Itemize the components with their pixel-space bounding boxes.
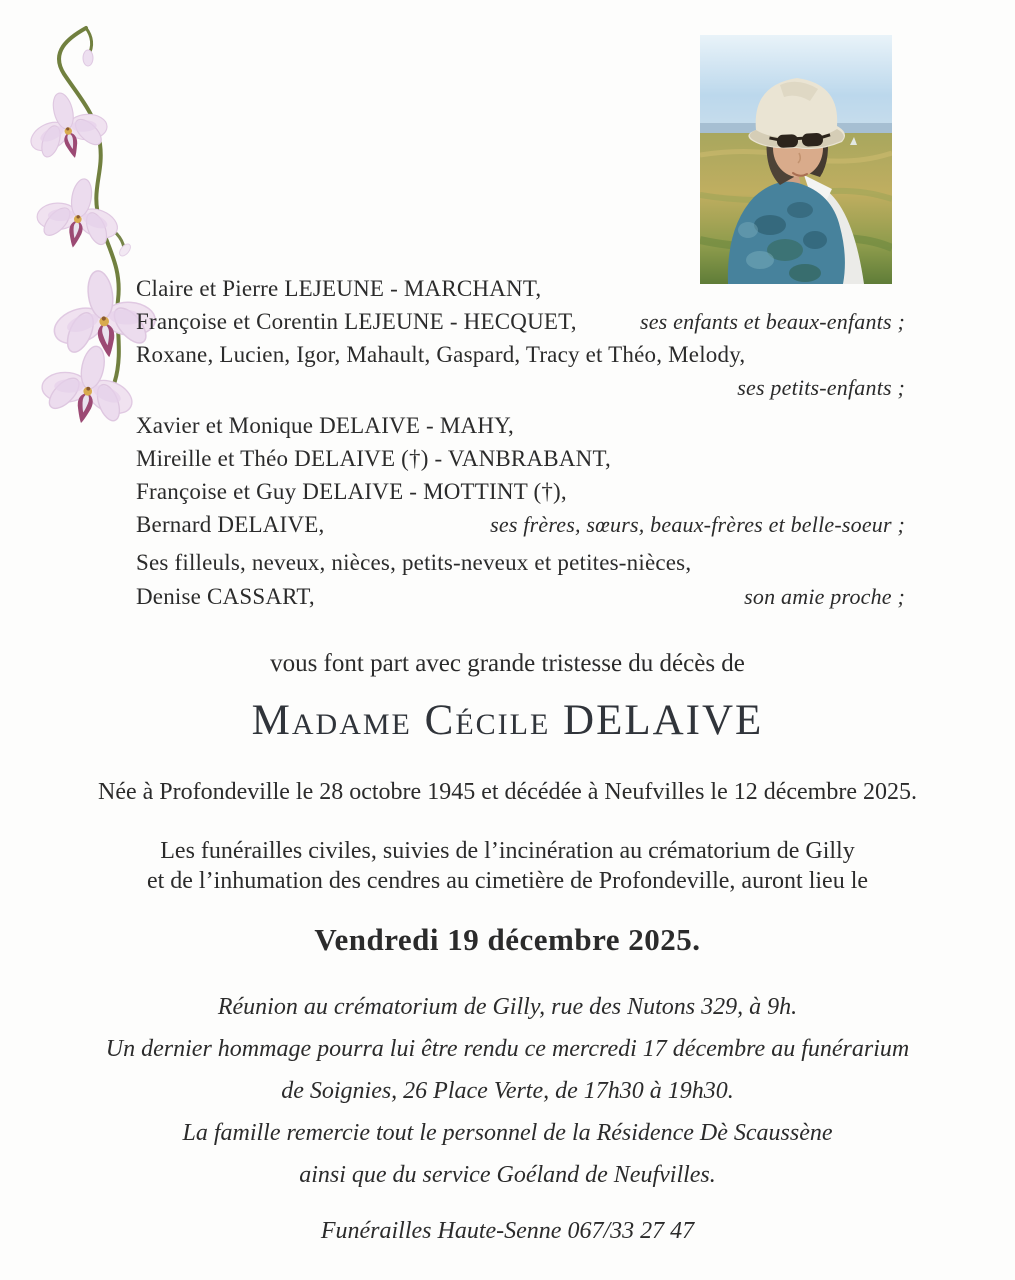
announcement-intro: vous font part avec grande tristesse du décès de [270, 650, 745, 677]
family-names: Mireille et Théo DELAIVE (†) - VANBRABANT, [136, 446, 611, 471]
family-names: Françoise et Corentin LEJEUNE - HECQUET, [136, 309, 577, 334]
tribute-line-1: Un dernier hommage pourra lui être rendu ce mercredi 17 décembre au funérarium [105, 1036, 910, 1062]
ceremony-paragraph [55, 836, 960, 896]
birth-death-line: Née à Profondeville le 28 octobre 1945 et décédée à Neufvilles le 12 décembre 2025. [97, 779, 917, 805]
family-names: Claire et Pierre LEJEUNE - MARCHANT, [136, 276, 542, 301]
family-line [136, 584, 905, 610]
family-names: Bernard DELAIVE, [136, 512, 325, 537]
deceased-name: Madame Cécile DELAIVE [251, 697, 764, 744]
family-line [136, 446, 905, 472]
thanks-line-2: ainsi que du service Goéland de Neufvilles. [299, 1162, 716, 1188]
relation-label: ses petits-enfants ; [737, 375, 905, 400]
ceremony-date: Vendredi 19 décembre 2025. [314, 922, 701, 957]
relation-label: ses enfants et beaux-enfants ; [639, 309, 905, 334]
announcement-body [55, 650, 960, 1245]
family-line [136, 413, 905, 439]
family-names: Roxane, Lucien, Igor, Mahault, Gaspard, Tracy et Théo, Melody, [136, 342, 746, 367]
family-line [136, 550, 905, 576]
meeting-line: Réunion au crématorium de Gilly, rue des Nutons 329, à 9h. [217, 994, 798, 1020]
funeral-home-contact: Funérailles Haute-Senne 067/33 27 47 [320, 1218, 695, 1244]
tribute-line-2: de Soignies, 26 Place Verte, de 17h30 à 19h30. [281, 1078, 734, 1104]
thanks-line-1: La famille remercie tout le personnel de la Résidence Dè Scaussène [182, 1120, 833, 1146]
relation-label: ses frères, sœurs, beaux-frères et belle-soeur ; [490, 512, 905, 537]
family-names: Françoise et Guy DELAIVE - MOTTINT (†), [136, 479, 567, 504]
family-names: Ses filleuls, neveux, nièces, petits-neveux et petites-nièces, [136, 550, 692, 575]
deceased-portrait-photo [700, 35, 892, 284]
ceremony-line-1: Les funérailles civiles, suivies de l’incinération au crématorium de Gilly [160, 838, 855, 864]
family-line [136, 342, 905, 368]
orchid-decoration-image [6, 22, 156, 427]
family-line [136, 375, 905, 401]
family-line [136, 479, 905, 505]
family-line [136, 512, 905, 538]
relation-label: son amie proche ; [744, 584, 905, 609]
family-line [136, 276, 905, 302]
family-names: Denise CASSART, [136, 584, 315, 609]
family-line [136, 309, 905, 335]
family-list [136, 276, 905, 617]
family-names: Xavier et Monique DELAIVE - MAHY, [136, 413, 514, 438]
ceremony-line-2: et de l’inhumation des cendres au cimetière de Profondeville, auront lieu le [146, 868, 869, 894]
